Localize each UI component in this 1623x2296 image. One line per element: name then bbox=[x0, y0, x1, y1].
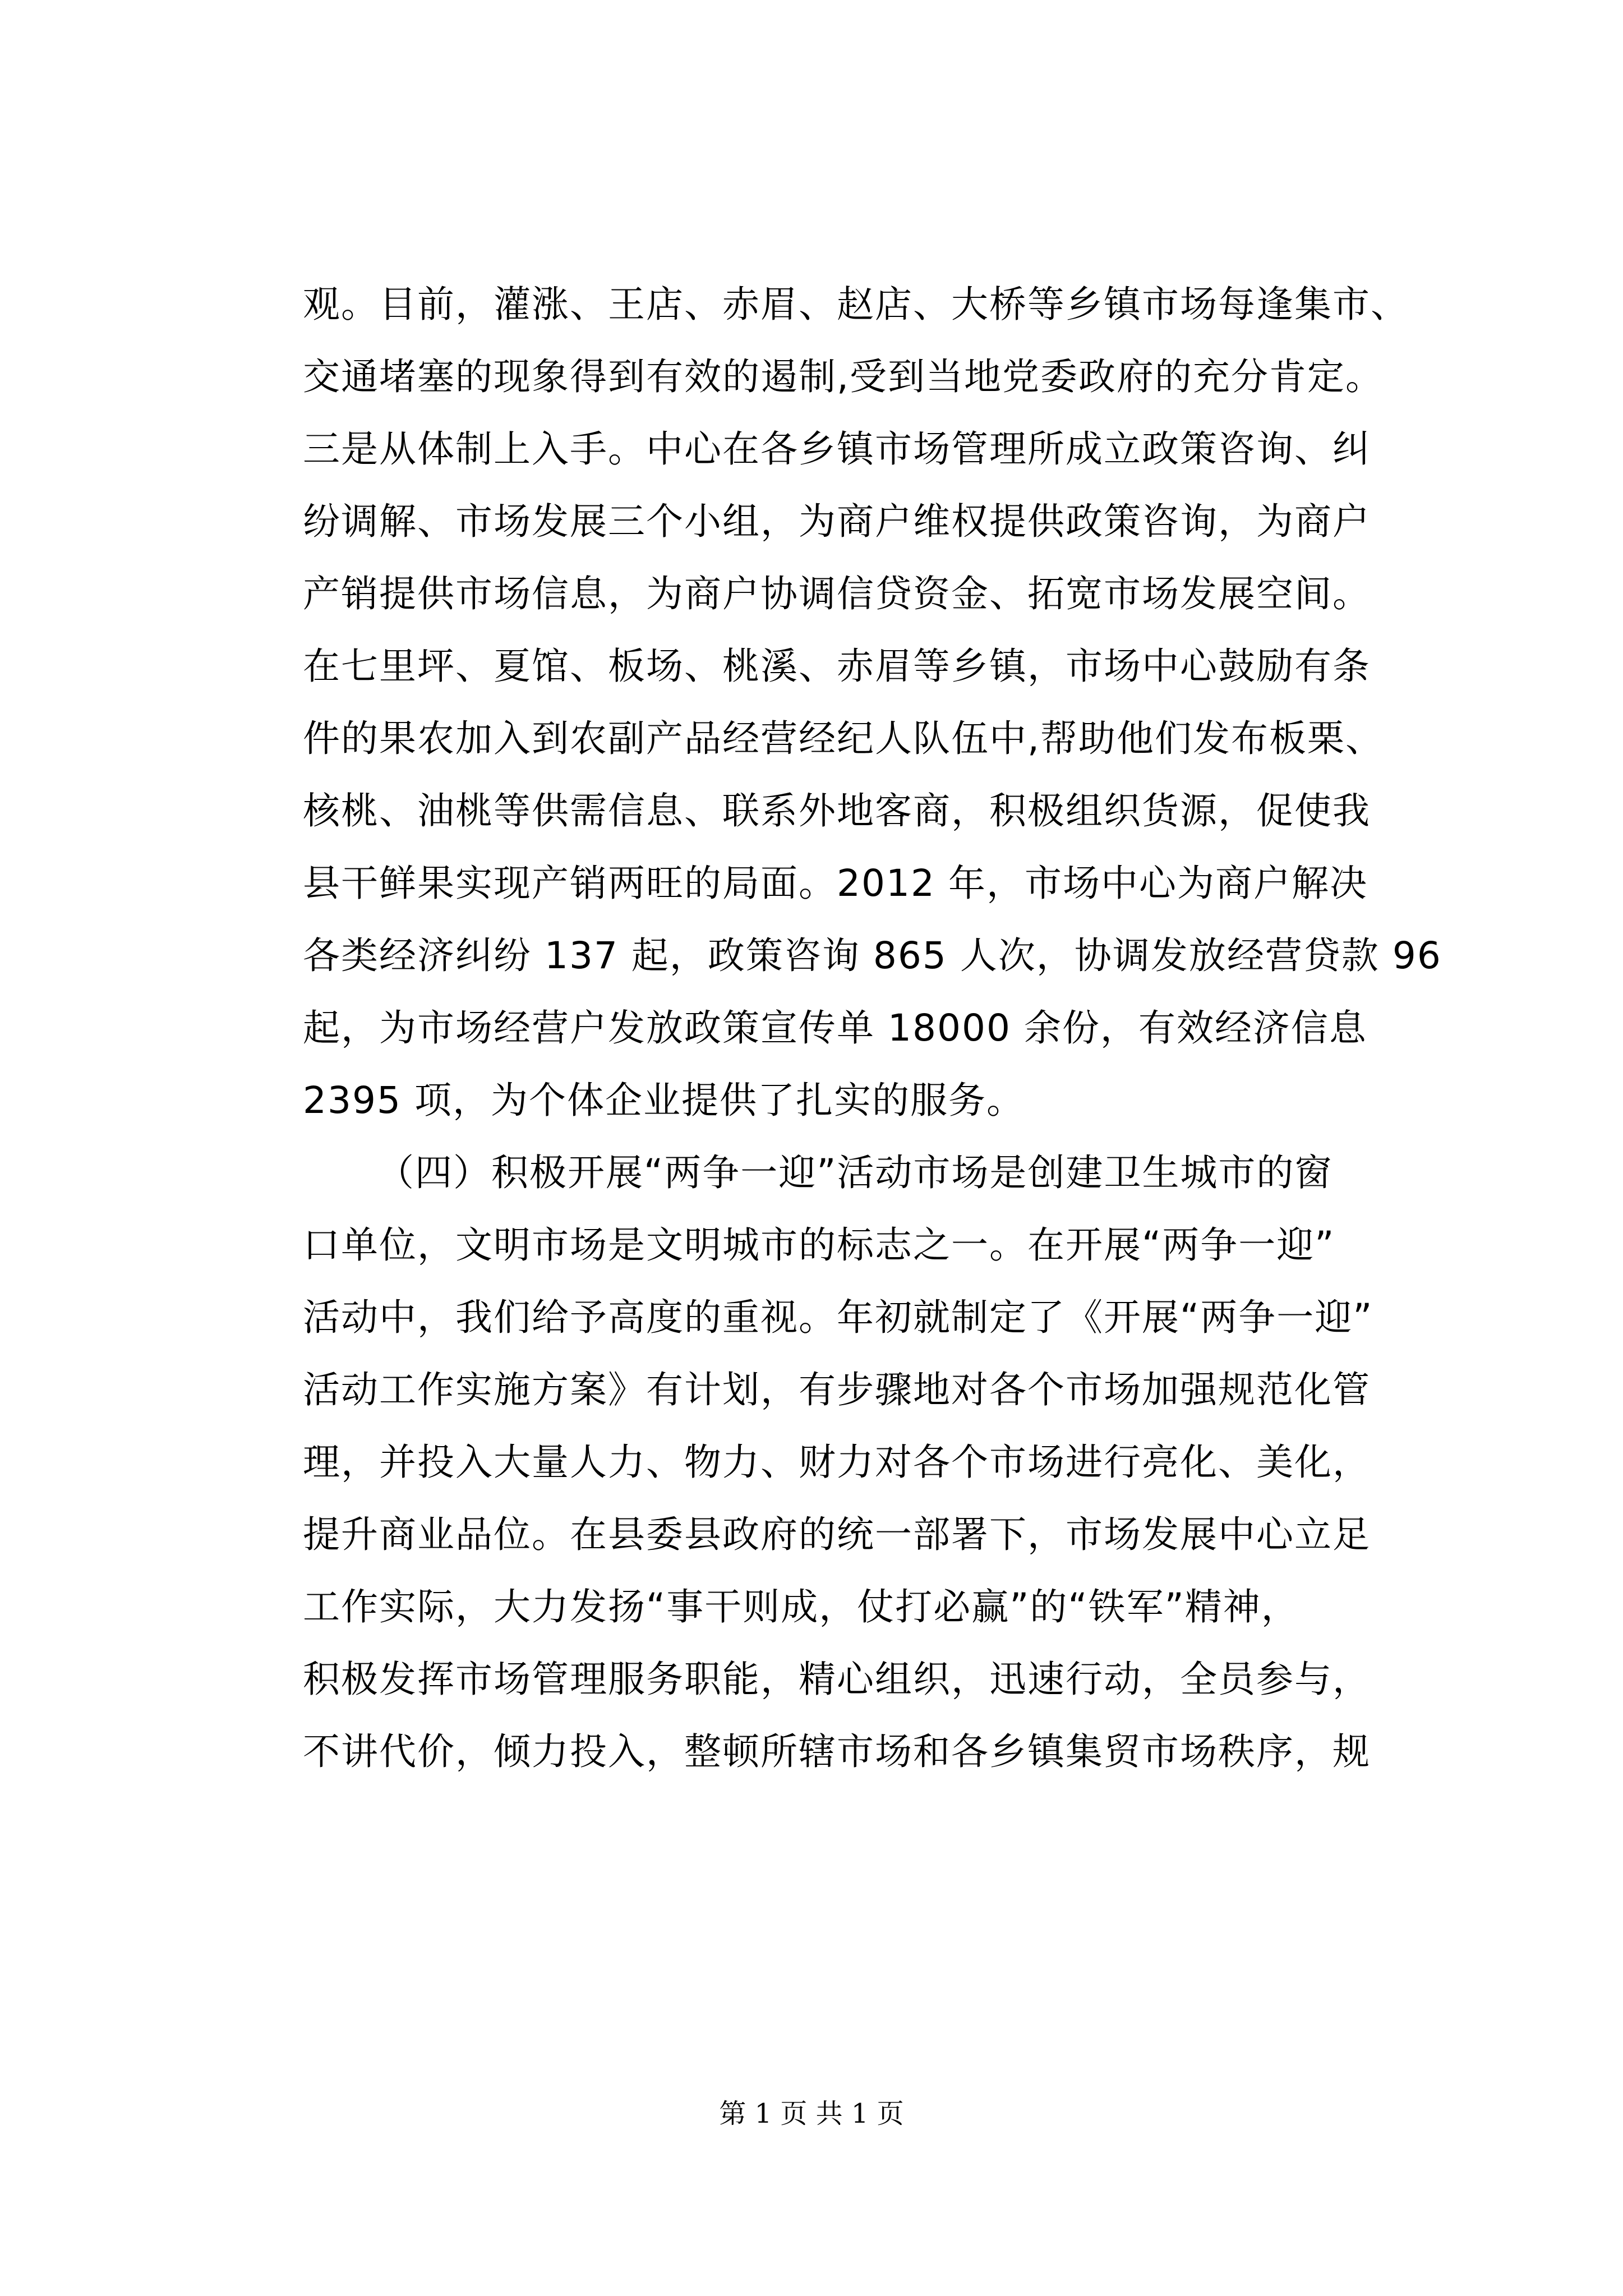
text-line: 各类经济纠纷 137 起，政策咨询 865 人次，协调发放经营贷款 96 bbox=[303, 934, 1442, 977]
text-line: 产销提供市场信息，为商户协调信贷资金、拓宽市场发展空间。 bbox=[303, 572, 1371, 615]
text-line: 2395 项，为个体企业提供了扎实的服务。 bbox=[303, 1079, 1025, 1122]
text-line: 工作实际，大力发扬“事干则成，仗打必赢”的“铁军”精神， bbox=[303, 1585, 1299, 1628]
text-line: 县干鲜果实现产销两旺的局面。2012 年，市场中心为商户解决 bbox=[303, 862, 1368, 905]
text-line: 件的果农加入到农副产品经营经纪人队伍中,帮助他们发布板栗、 bbox=[303, 717, 1384, 760]
body-text bbox=[303, 268, 1492, 1788]
text-line: 纷调解、市场发展三个小组，为商户维权提供政策咨询，为商户 bbox=[303, 500, 1371, 543]
text-line: 交通堵塞的现象得到有效的遏制,受到当地党委政府的充分肯定。 bbox=[303, 355, 1384, 398]
text-line: 口单位，文明市场是文明城市的标志之一。在开展“两争一迎” bbox=[303, 1223, 1335, 1267]
text-line: 提升商业品位。在县委县政府的统一部署下，市场发展中心立足 bbox=[303, 1513, 1371, 1556]
text-line: 三是从体制上入手。中心在各乡镇市场管理所成立政策咨询、纠 bbox=[303, 427, 1371, 471]
text-line: 活动中，我们给予高度的重视。年初就制定了《开展“两争一迎” bbox=[303, 1296, 1373, 1339]
text-line: 核桃、油桃等供需信息、联系外地客商，积极组织货源，促使我 bbox=[303, 789, 1371, 832]
text-line: 不讲代价，倾力投入，整顿所辖市场和各乡镇集贸市场秩序，规 bbox=[303, 1730, 1371, 1773]
text-line: 在七里坪、夏馆、板场、桃溪、赤眉等乡镇，市场中心鼓励有条 bbox=[303, 645, 1371, 688]
text-line: 积极发挥市场管理服务职能，精心组织，迅速行动，全员参与， bbox=[303, 1658, 1371, 1701]
text-line: 起，为市场经营户发放政策宣传单 18000 余份，有效经济信息 bbox=[303, 1006, 1367, 1050]
paragraph-start-line: （四）积极开展“两争一迎”活动市场是创建卫生城市的窗 bbox=[377, 1151, 1333, 1194]
text-line: 观。目前，灌涨、王店、赤眉、赵店、大桥等乡镇市场每逢集市、 bbox=[303, 283, 1409, 326]
text-line: 活动工作实施方案》有计划，有步骤地对各个市场加强规范化管 bbox=[303, 1368, 1371, 1411]
text-line: 理，并投入大量人力、物力、财力对各个市场进行亮化、美化， bbox=[303, 1441, 1371, 1484]
page-footer: 第 1 页 共 1 页 bbox=[719, 2098, 904, 2129]
